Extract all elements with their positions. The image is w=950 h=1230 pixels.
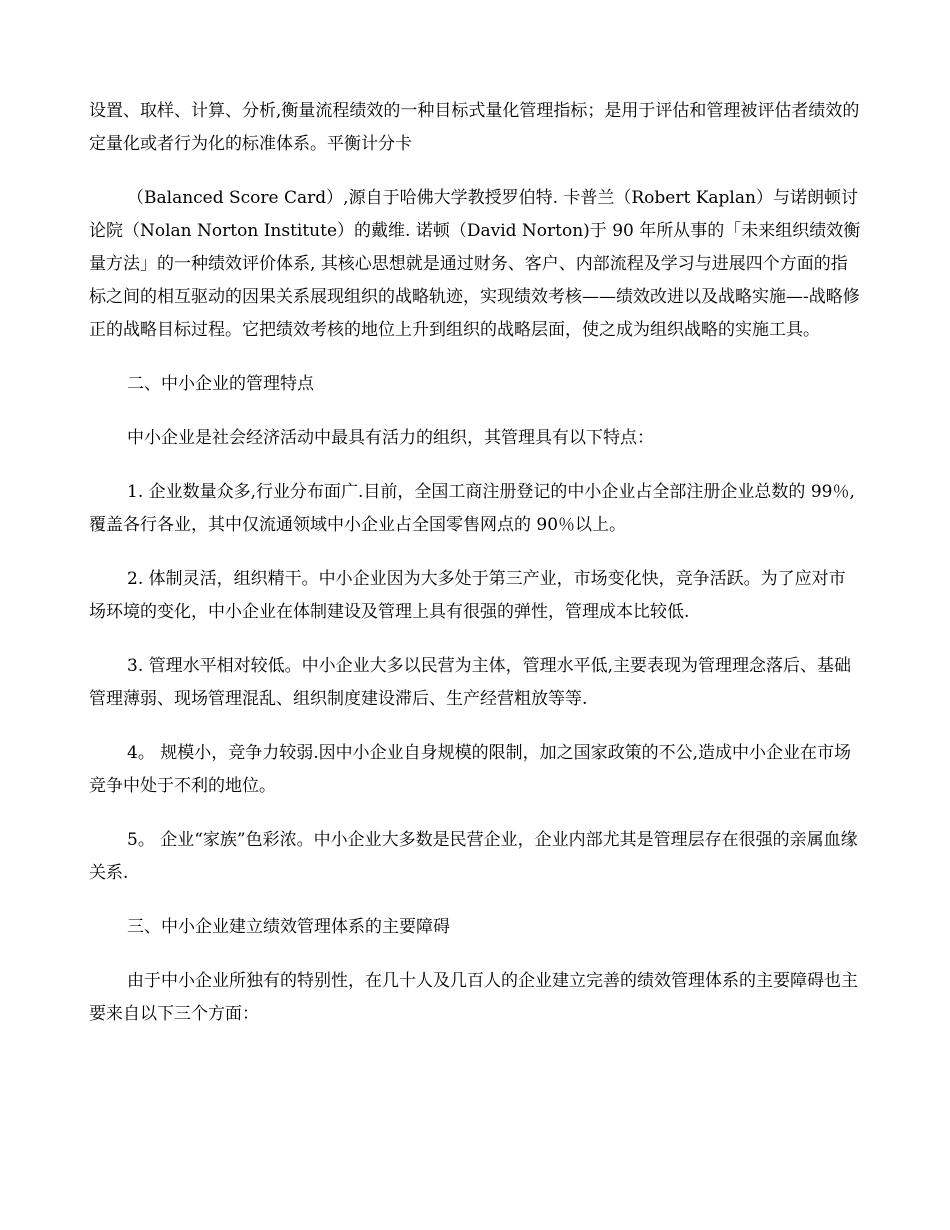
paragraph-sme-intro: 中小企业是社会经济活动中最具有活力的组织，其管理具有以下特点：: [127, 428, 654, 448]
list-item-2: 2. 体制灵活，组织精干。中小企业因为大多处于第三产业，市场变化快，竞争活跃。为了应对市场环境的变化，中小企业在体制建设及管理上具有很强的弹性，管理成本比较低.: [89, 569, 846, 622]
list-item-5: 5。 企业“家族”色彩浓。中小企业大多数是民营企业，企业内部尤其是管理层存在很强的亲属血缘关系.: [89, 830, 858, 883]
list-item-4: 4。 规模小，竞争力较弱.因中小企业自身规模的限制，加之国家政策的不公,造成中小企业在市场竞争中处于不利的地位。: [89, 743, 852, 796]
document-body: [89, 95, 861, 1052]
list-item-1: 1. 企业数量众多,行业分布面广.目前，全国工商注册登记的中小企业占全部注册企业总数的 99％,覆盖各行各业，其中仅流通领域中小企业占全国零售网点的 90％以上。: [89, 482, 855, 535]
paragraph-obstacles-intro: 由于中小企业所独有的特别性，在几十人及几百人的企业建立完善的绩效管理体系的主要障碍也主要来自以下三个方面：: [89, 971, 858, 1024]
section-heading-obstacles: 三、中小企业建立绩效管理体系的主要障碍: [127, 917, 450, 937]
section-heading-sme-management: 二、中小企业的管理特点: [127, 374, 314, 394]
paragraph-kpi-definition: 设置、取样、计算、分析,衡量流程绩效的一种目标式量化管理指标；是用于评估和管理被评估者绩效的定量化或者行为化的标准体系。平衡计分卡: [89, 101, 860, 154]
list-item-3: 3. 管理水平相对较低。中小企业大多以民营为主体，管理水平低,主要表现为管理理念落后、基础管理薄弱、现场管理混乱、组织制度建设滞后、生产经营粗放等等.: [89, 656, 852, 709]
paragraph-balanced-scorecard: （Balanced Score Card）,源自于哈佛大学教授罗伯特. 卡普兰（Robert Kaplan）与诺朗顿讨论院（Nolan Norton Institute）的戴维. 诺顿（David Norton)于 90 年所从事的「未来组织绩效衡量方法」的一种绩效评价体系, 其核心思想就是通过财务、客户、内部流程及学习与进展四个方面的指标之间的相互驱动的因果关系展现组织的战略轨迹，实现绩效考核——绩效改进以及战略实施—-战略修正的战略目标过程。它把绩效考核的地位上升到组织的战略层面，使之成为组织战略的实施工具。: [89, 188, 861, 340]
